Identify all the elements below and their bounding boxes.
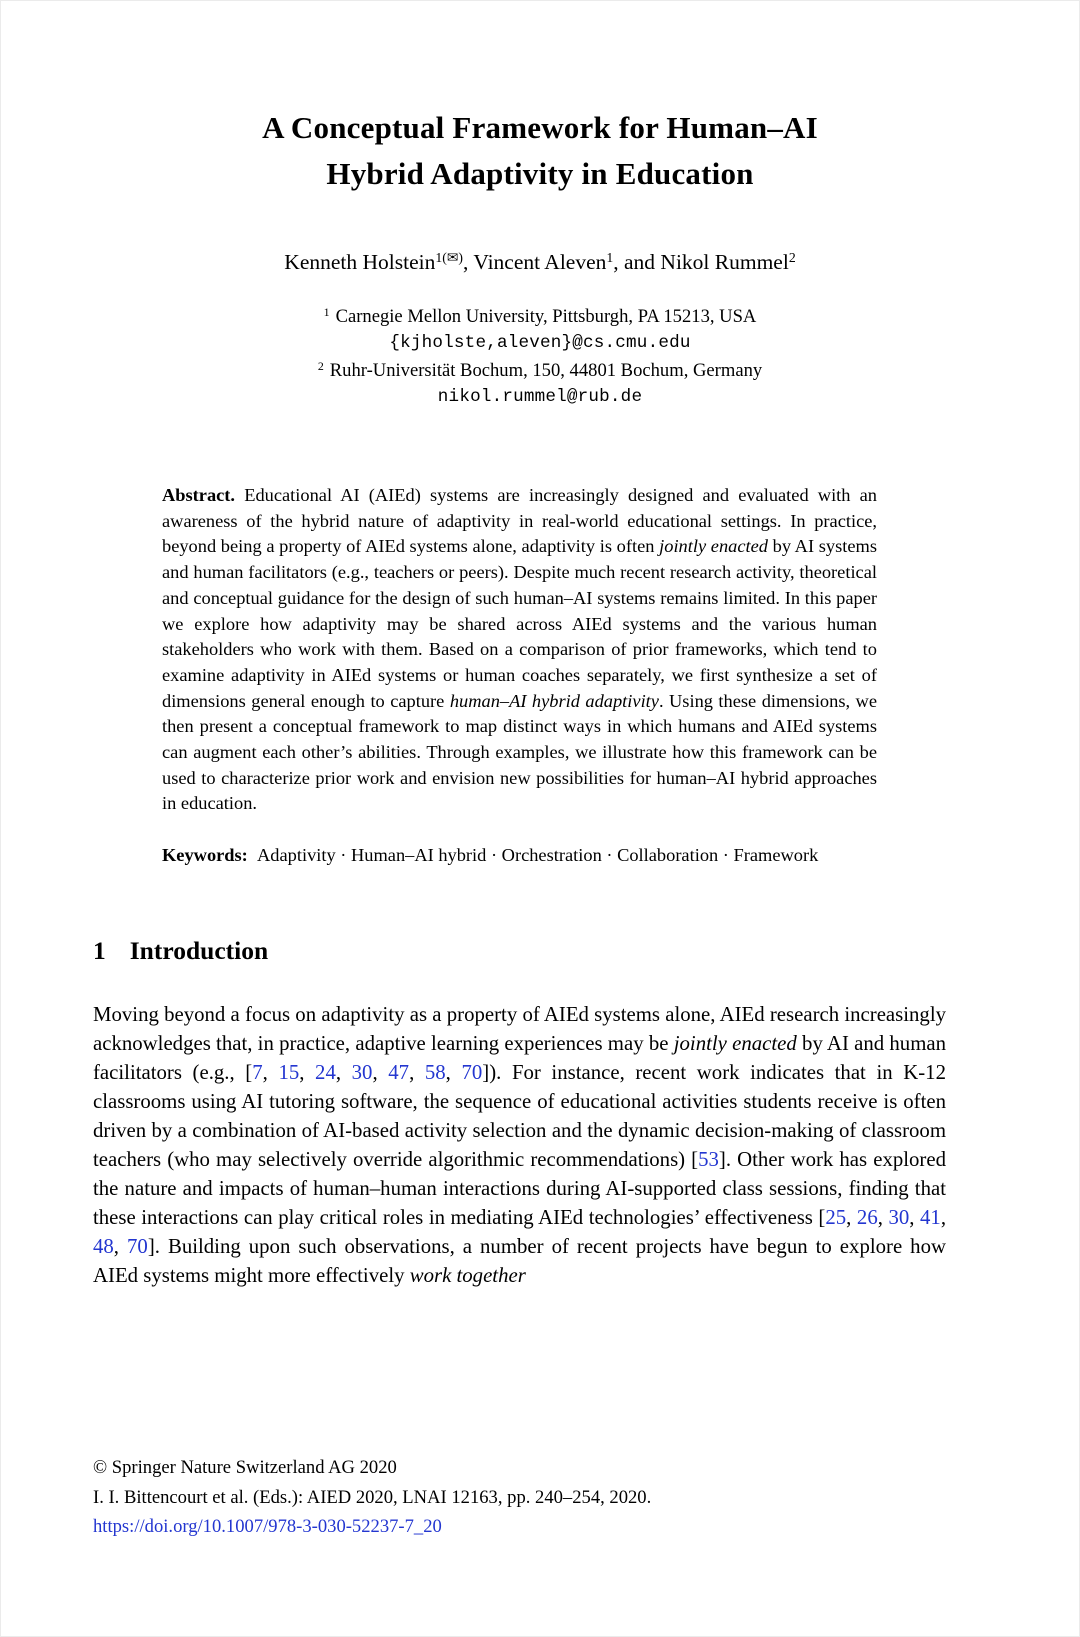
text-segment: Keywords:: [162, 845, 258, 866]
affiliation-2-email: nikol.rummel@rub.de: [437, 387, 643, 407]
affiliation-2-institution: Ruhr-Universität Bochum, 150, 44801 Bochum, Germany: [329, 360, 763, 381]
text-segment: , Vincent Aleven: [462, 250, 607, 274]
text-segment: by AI and human facilitators (e.g., [: [93, 1031, 946, 1084]
text-segment: ]. Other work has explored the nature and impacts of human–human interactions during AI-supported class sessions, finding that these interactions can play critical roles in mediating AIEd technologies’ effectiveness [: [93, 1147, 946, 1229]
introduction-paragraph: [93, 1000, 946, 1290]
text-segment: ,: [372, 1060, 389, 1084]
paper-title-line-1: A Conceptual Framework for Human–AI: [262, 110, 818, 145]
text-segment: ,: [299, 1060, 316, 1084]
first-page-footnote: [93, 1453, 651, 1542]
editors-citation-line: I. I. Bittencourt et al. (Eds.): AIED 2020, LNAI 12163, pp. 240–254, 2020.: [93, 1486, 652, 1508]
citation-link[interactable]: 47: [388, 1060, 410, 1084]
text-segment: ,: [846, 1205, 857, 1229]
envelope-icon: ✉: [446, 250, 459, 267]
section-number: 1: [93, 935, 106, 965]
text-segment: jointly enacted: [659, 536, 768, 557]
text-segment: Moving beyond a focus on adaptivity as a property of AIEd systems alone, AIEd research increasingly acknowledges that, in practice, adaptive learning experiences may be: [93, 1002, 946, 1055]
affiliation-1-institution: Carnegie Mellon University, Pittsburgh, PA 15213, USA: [335, 306, 757, 327]
citation-link[interactable]: 24: [315, 1060, 336, 1084]
text-segment: by AI systems and human facilitators (e.g., teachers or peers). Despite much recent research activity, theoretical and conceptual guidance for the design of such human–AI systems remains limited. In this paper we explore how adaptivity may be shared across AIEd systems and the various human stakeholders who work with them. Based on a comparison of prior frameworks, which tend to examine adaptivity in AIEd systems or human coaches separately, we first synthesize a set of dimensions general enough to capture: [162, 536, 877, 711]
citation-link[interactable]: 30: [888, 1205, 910, 1229]
citation-link[interactable]: 7: [252, 1060, 263, 1084]
citation-link[interactable]: 70: [461, 1060, 483, 1084]
text-segment: ,: [940, 1205, 947, 1229]
paper-front-matter: [1, 105, 1079, 411]
text-segment: work together: [409, 1263, 526, 1287]
paper-title-line-2: Hybrid Adaptivity in Education: [326, 156, 754, 191]
text-segment: Abstract.: [162, 485, 245, 505]
text-segment: . Using these dimensions, we then present a conceptual framework to map distinct ways in which humans and AIEd systems can augment each other’s abilities. Through examples, we illustrate how this framework can be used to characterize prior work and envision new possibilities for human–AI hybrid approaches in education.: [162, 690, 877, 814]
text-segment: Educational AI (AIEd) systems are increasingly designed and evaluated with an awareness of the hybrid nature of adaptivity in real-world educational settings. In practice, beyond being a property of AIEd systems alone, adaptivity is often: [162, 485, 877, 557]
text-segment: 1(: [435, 250, 447, 266]
text-segment: ,: [113, 1234, 128, 1258]
citation-link[interactable]: 30: [351, 1060, 373, 1084]
copyright-line: © Springer Nature Switzerland AG 2020: [93, 1457, 397, 1478]
text-segment: 2: [788, 250, 796, 266]
citation-link[interactable]: 53: [698, 1147, 719, 1171]
paper-title: [41, 105, 1039, 197]
abstract-paragraph: [162, 483, 877, 817]
text-segment: ,: [409, 1060, 425, 1084]
affiliation-1-marker: 1: [323, 305, 330, 320]
citation-link[interactable]: 26: [856, 1205, 878, 1229]
text-segment: , and Nikol Rummel: [613, 250, 789, 274]
text-segment: Adaptivity · Human–AI hybrid · Orchestration · Collaboration · Framework: [257, 845, 819, 866]
section-heading-introduction: [93, 935, 946, 967]
section-title: Introduction: [129, 935, 269, 965]
citation-link[interactable]: 58: [424, 1060, 446, 1084]
keywords-line: [162, 843, 877, 869]
text-segment: human–AI hybrid adaptivity: [449, 690, 659, 711]
author-line: [1, 247, 1079, 277]
affiliations-block: [1, 303, 1079, 411]
text-segment: ,: [262, 1060, 279, 1084]
doi-line: [93, 1512, 651, 1542]
doi-link[interactable]: https://doi.org/10.1007/978-3-030-52237-7_20: [93, 1516, 442, 1537]
citation-link[interactable]: 25: [825, 1205, 847, 1229]
affiliation-2-marker: 2: [317, 359, 324, 374]
citation-link[interactable]: 48: [93, 1234, 114, 1258]
text-segment: ): [458, 250, 463, 266]
affiliation-2: [1, 357, 1079, 384]
citation-link[interactable]: 41: [920, 1205, 941, 1229]
text-segment: 1: [606, 250, 614, 266]
abstract-section: [162, 483, 877, 869]
citation-link[interactable]: 15: [278, 1060, 300, 1084]
affiliation-1: [1, 303, 1079, 330]
affiliation-1-email: {kjholste,aleven}@cs.cmu.edu: [389, 333, 691, 353]
text-segment: ,: [877, 1205, 889, 1229]
text-segment: Kenneth Holstein: [284, 250, 436, 274]
text-segment: ]). For instance, recent work indicates that in K-12 classrooms using AI tutoring software, the sequence of educational activities students receive is often driven by a combination of AI-based activity selection and the dynamic decision-making of classroom teachers (who may selectively override algorithmic recommendations) [: [93, 1060, 946, 1171]
citation-link[interactable]: 70: [127, 1234, 148, 1258]
text-segment: jointly enacted: [673, 1031, 797, 1055]
text-segment: ]. Building upon such observations, a number of recent projects have begun to explore how AIEd systems might more effectively: [93, 1234, 946, 1287]
text-segment: ,: [335, 1060, 352, 1084]
introduction-section: [1, 935, 1079, 1290]
text-segment: ,: [909, 1205, 921, 1229]
text-segment: ,: [445, 1060, 462, 1084]
